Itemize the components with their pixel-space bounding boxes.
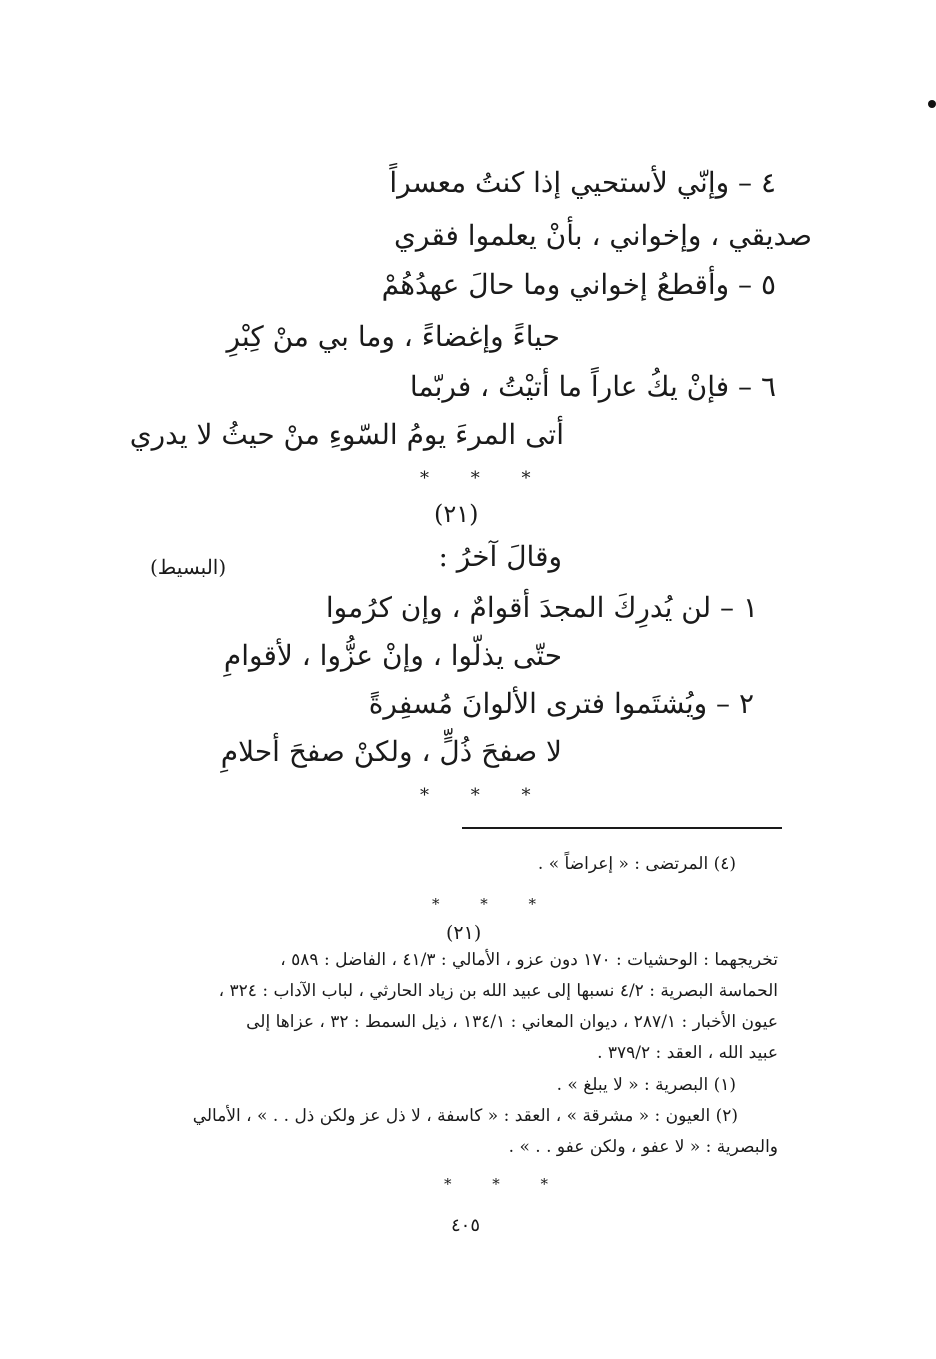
section-number: (٢١) <box>434 500 479 528</box>
verse-6-second-hemistich: أتى المرءَ يومُ السّوءِ منْ حيثُ لا يدري <box>129 418 564 451</box>
footnote-separator: * * * <box>432 895 555 913</box>
footnote-rule <box>462 827 782 829</box>
footnote-variant-2: (٢) العيون : « مشرقة » ، العقد : « كاسفة ، لا ذل عز ولكن ذل . . » ، الأمالي <box>192 1106 738 1126</box>
verse-4-second-hemistich: صديقي ، وإخواني ، بأنْ يعلموا فقري <box>393 219 812 252</box>
footnote-variant-1: (١) البصرية : « لا يبلغ » . <box>556 1075 736 1095</box>
verse-1-first-hemistich: ١ – لن يُدرِكَ المجدَ أقوامٌ ، وإن كرُموا <box>325 591 758 624</box>
footnote-section-number: (٢١) <box>446 922 482 944</box>
takhrij-line: الحماسة البصرية : ٤/٢ نسبها إلى عبيد الله بن زياد الحارثي ، لباب الآداب : ٣٢٤ ، <box>218 981 778 1001</box>
footnote-4: (٤) المرتضى : « إعراضاً » . <box>537 854 736 874</box>
takhrij-line: تخريجهما : الوحشيات : ١٧٠ دون عزو ، الأمالي : ٤١/٣ ، الفاضل : ٥٨٩ ، <box>280 950 778 970</box>
poem-intro: وقالَ آخرُ : <box>438 540 562 573</box>
footnote-variant-2-continued: والبصرية : « لا عفو ، ولكن عفو . . » . <box>508 1137 778 1157</box>
verse-6-first-hemistich: ٦ – فإنْ يكُ عاراً ما أتيْتُ ، فربّما <box>409 370 776 403</box>
verse-5-first-hemistich: ٥ – وأقطعُ إخواني وما حالَ عهدُهُمْ <box>381 268 776 301</box>
page-number: ٤٠٥ <box>451 1215 481 1236</box>
poem-meter: (البسيط) <box>150 555 227 579</box>
verse-1-second-hemistich: حتّى يذلّوا ، وإنْ عزُّوا ، لأقوامِ <box>223 639 562 672</box>
verse-4-first-hemistich: ٤ – وإنّي لأستحيي إذا كنتُ معسراً <box>389 166 776 199</box>
takhrij-line: عيون الأخبار : ٢٨٧/١ ، ديوان المعاني : ١٣٤/١ ، ذيل السمط : ٣٢ ، عزاها إلى <box>246 1012 778 1032</box>
verse-2-second-hemistich: لا صفحَ ذُلٍّ ، ولكنْ صفحَ أحلامِ <box>220 735 562 768</box>
page-edge-mark <box>928 100 936 108</box>
verse-5-second-hemistich: حياءً وإغضاءً ، وما بي منْ كِبْرِ <box>226 320 560 353</box>
section-separator: * * * <box>420 468 549 489</box>
footnote-separator: * * * <box>444 1175 567 1193</box>
verse-2-first-hemistich: ٢ – ويُشتَموا فترى الألوانَ مُسفِرةً <box>368 687 754 720</box>
takhrij-line: عبيد الله ، العقد : ٣٧٩/٢ . <box>597 1043 778 1063</box>
section-separator: * * * <box>420 785 549 806</box>
